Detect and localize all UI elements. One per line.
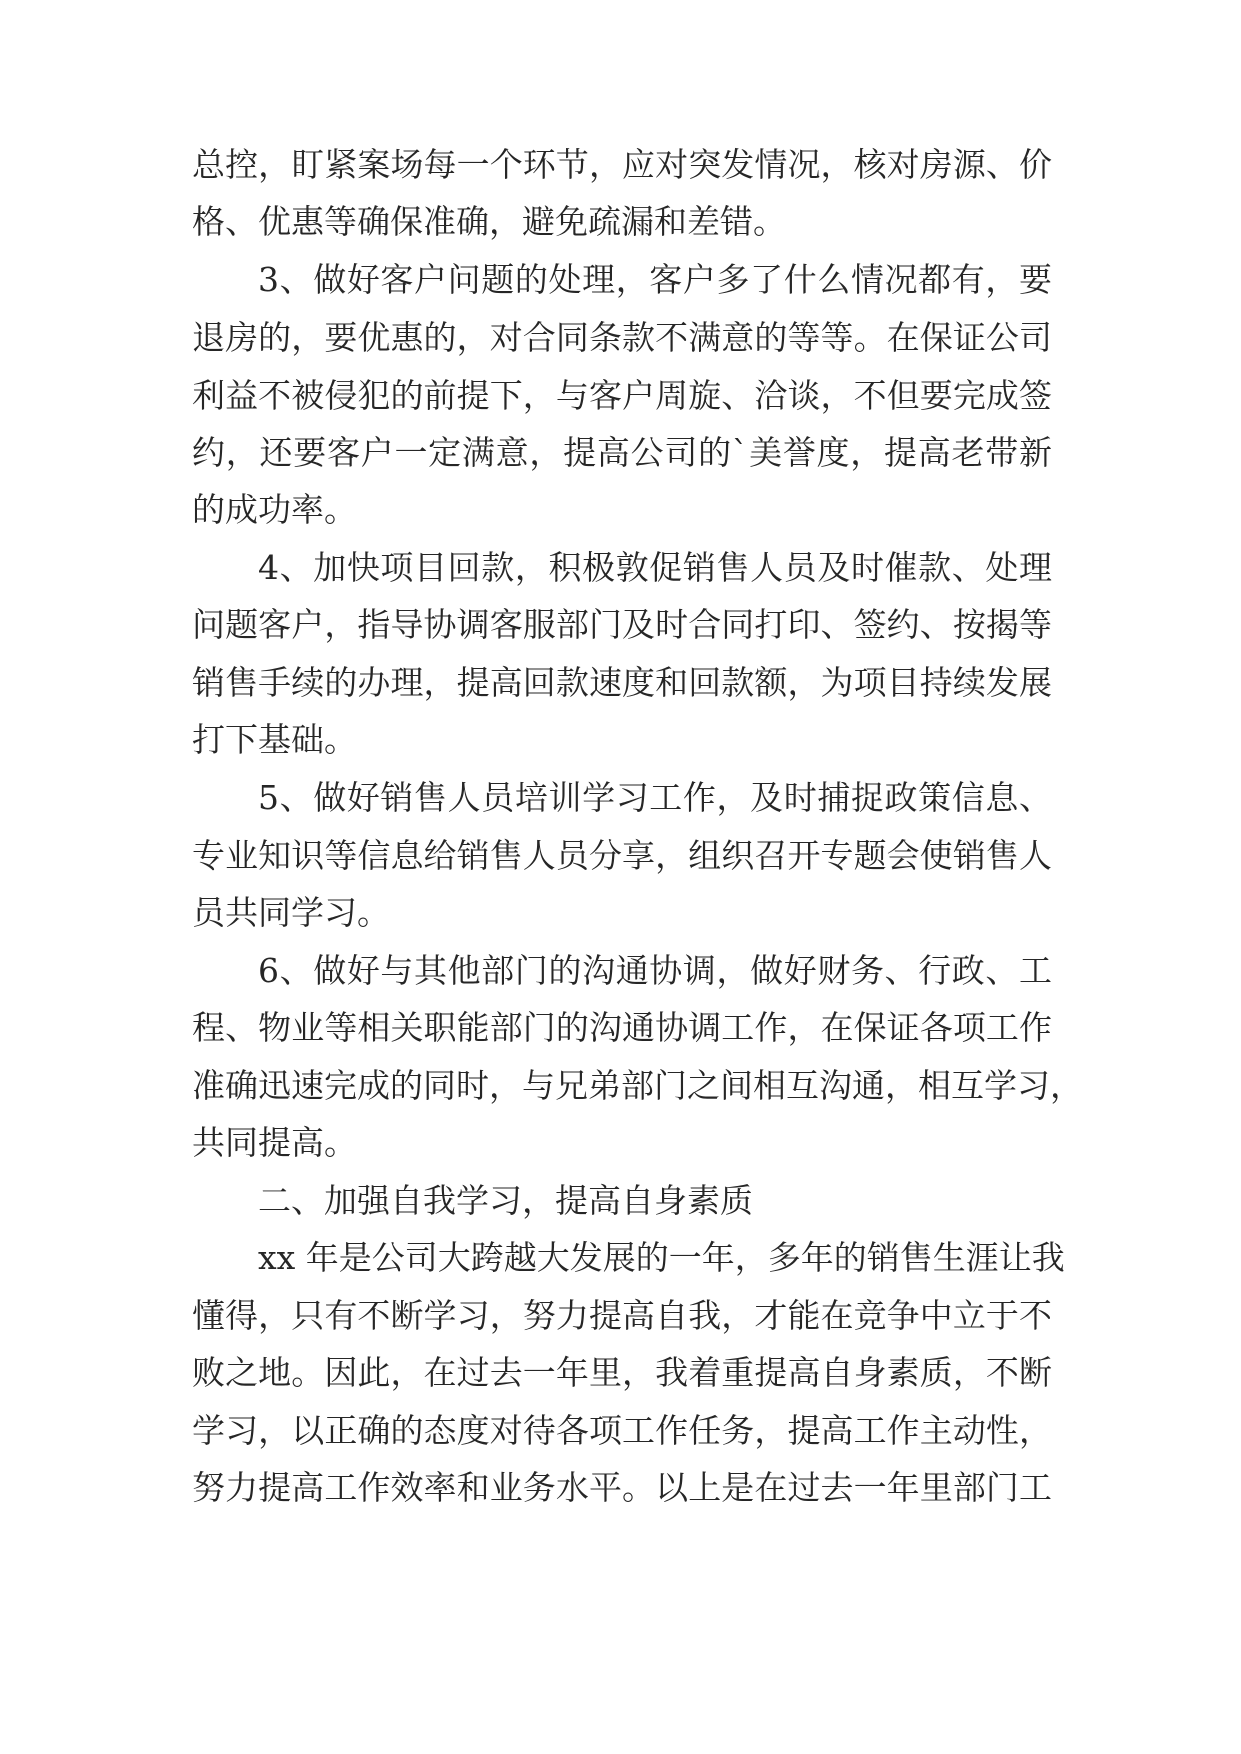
- paragraph-start-line: 4、加快项目回款，积极敦促销售人员及时催款、处理: [258, 548, 1052, 587]
- paragraph-start-line: 3、做好客户问题的处理，客户多了什么情况都有，要: [258, 260, 1052, 299]
- text-line: 学习，以正确的态度对待各项工作任务，提高工作主动性，: [192, 1411, 1052, 1450]
- paragraph-start-line: 6、做好与其他部门的沟通协调，做好财务、行政、工: [258, 951, 1052, 990]
- text-line: 程、物业等相关职能部门的沟通协调工作，在保证各项工作: [192, 1008, 1052, 1047]
- text-line: 约，还要客户一定满意，提高公司的`美誉度，提高老带新: [192, 433, 1052, 472]
- text-line: 的成功率。: [192, 490, 357, 529]
- section-heading: 二、加强自我学习，提高自身素质: [258, 1181, 753, 1220]
- paragraph-start-line: 5、做好销售人员培训学习工作，及时捕捉政策信息、: [258, 778, 1052, 817]
- text-line: 格、优惠等确保准确，避免疏漏和差错。: [192, 202, 786, 241]
- text-line: 共同提高。: [192, 1123, 357, 1162]
- text-line: 利益不被侵犯的前提下，与客户周旋、洽谈，不但要完成签: [192, 376, 1052, 415]
- text-line: 总控，盯紧案场每一个环节，应对突发情况，核对房源、价: [192, 145, 1052, 184]
- text-line: 问题客户，指导协调客服部门及时合同打印、签约、按揭等: [192, 605, 1052, 644]
- text-line: 销售手续的办理，提高回款速度和回款额，为项目持续发展: [192, 663, 1052, 702]
- paragraph-start-line: xx 年是公司大跨越大发展的一年，多年的销售生涯让我: [258, 1238, 1065, 1277]
- text-line: 专业知识等信息给销售人员分享，组织召开专题会使销售人: [192, 836, 1052, 875]
- text-line: 打下基础。: [192, 720, 357, 759]
- text-line: 懂得，只有不断学习，努力提高自我，才能在竞争中立于不: [192, 1296, 1052, 1335]
- text-line: 员共同学习。: [192, 893, 390, 932]
- text-line: 准确迅速完成的同时，与兄弟部门之间相互沟通，相互学习，: [192, 1066, 1083, 1105]
- text-line: 退房的，要优惠的，对合同条款不满意的等等。在保证公司: [192, 318, 1052, 357]
- text-line: 败之地。因此，在过去一年里，我着重提高自身素质，不断: [192, 1353, 1052, 1392]
- text-line: 努力提高工作效率和业务水平。以上是在过去一年里部门工: [192, 1468, 1052, 1507]
